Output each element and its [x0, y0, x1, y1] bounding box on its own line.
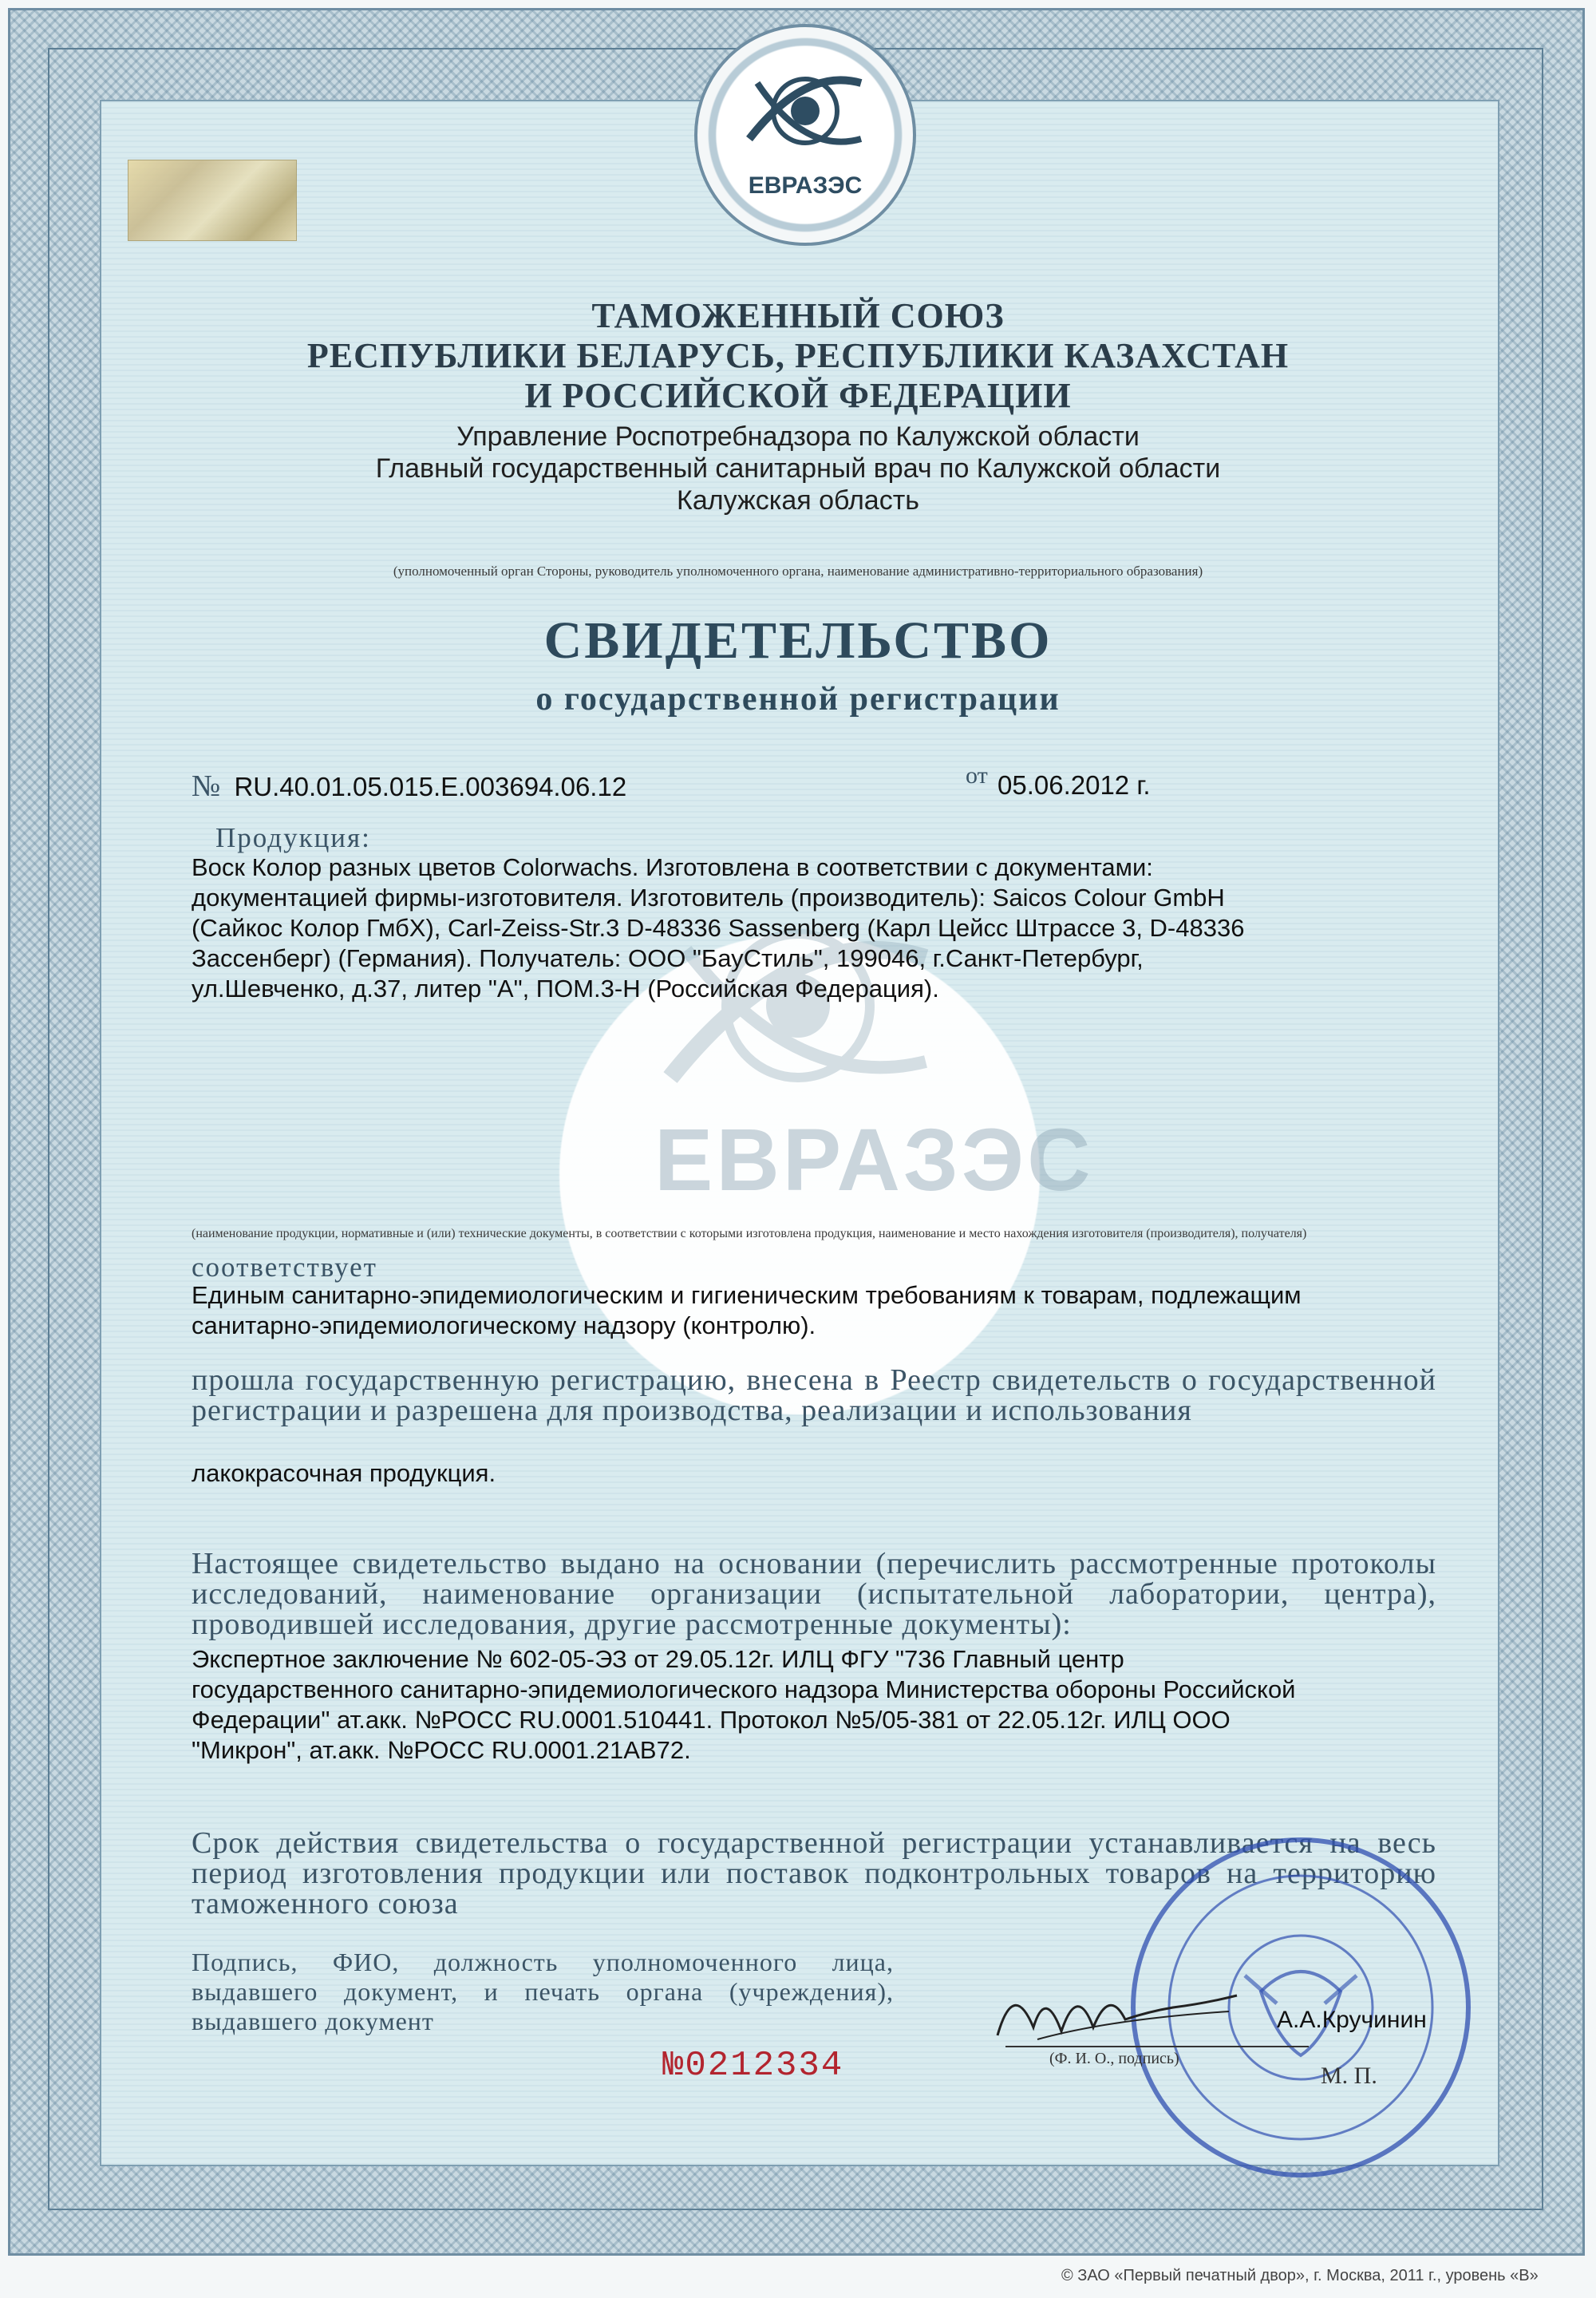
basis-text: Настоящее свидетельство выдано на основании (перечислить рассмотренные протоколы исследований, наименование организации (испытательной лаборатории, центра), проводившей исследования, другие рассмотренные документы): — [192, 1547, 1436, 1641]
product-caption: (наименование продукции, нормативные и (или) технические документы, в соответствии с которыми изготовлена продукция, наименование и место нахождения изготовителя (производителя), получателя) — [192, 1227, 1307, 1240]
signature-line — [1005, 2046, 1309, 2047]
authority-caption: (уполномоченный орган Стороны, руководитель уполномоченного органа, наименование административно-территориального образования) — [393, 564, 1203, 579]
serial-number: №0212334 — [662, 2046, 844, 2086]
basis-line: Экспертное заключение № 602-05-ЭЗ от 29.05.12г. ИЛЦ ФГУ "736 Главный центр — [192, 1645, 1124, 1673]
basis-line: Федерации" ат.акк. №РОСС RU.0001.510441. Протокол №5/05-381 от 22.05.12г. ИЛЦ ООО — [192, 1706, 1231, 1734]
registered-value: лакокрасочная продукция. — [192, 1459, 496, 1487]
basis-line: "Микрон", ат.акк. №РОСС RU.0001.21АВ72. — [192, 1736, 691, 1764]
stamp-place-label: М. П. — [1321, 2063, 1377, 2089]
product-line: Зассенберг) (Германия). Получатель: ООО "БауСтиль", 199046, г.Санкт-Петербург, — [192, 944, 1144, 972]
compliance-text — [192, 1280, 1302, 1341]
signer-name: А.А.Кручинин — [1277, 2007, 1427, 2033]
date-label: от — [966, 762, 988, 789]
document-subtitle: о государственной регистрации — [535, 681, 1061, 718]
header-line-1: ТАМОЖЕННЫЙ СОЮЗ — [591, 296, 1005, 335]
validity-text: Срок действия свидетельства о государственной регистрации устанавливается на весь период изготовления продукции или поставок подконтрольных товаров на территорию таможенного союза — [192, 1826, 1436, 1920]
product-description — [192, 852, 1244, 1004]
registration-number-value: RU.40.01.05.015.Е.003694.06.12 — [234, 772, 627, 801]
printer-footer: © ЗАО «Первый печатный двор», г. Москва, 2011 г., уровень «В» — [1061, 2267, 1539, 2284]
header-line-2: РЕСПУБЛИКИ БЕЛАРУСЬ, РЕСПУБЛИКИ КАЗАХСТАН — [306, 336, 1290, 375]
product-line: (Сайкос Колор ГмбХ), Carl-Zeiss-Str.3 D-48336 Sassenberg (Карл Цейсс Штрассе 3, D-48336 — [192, 914, 1245, 942]
handwritten-signature — [990, 1964, 1245, 2051]
number-sign: № — [192, 769, 221, 803]
basis-line: государственного санитарно-эпидемиологического надзора Министерства обороны Российской — [192, 1675, 1296, 1703]
compliance-line: Единым санитарно-эпидемиологическим и гигиеническим требованиям к товарам, подлежащим — [192, 1281, 1302, 1309]
authority-line-3: Калужская область — [677, 485, 919, 516]
basis-documents — [192, 1644, 1296, 1766]
registration-number — [192, 769, 626, 804]
evrazes-emblem — [694, 24, 916, 246]
authority-line-2: Главный государственный санитарный врач по Калужской области — [375, 453, 1221, 484]
product-label: Продукция: — [215, 822, 371, 853]
registration-date: 05.06.2012 г. — [998, 770, 1151, 800]
compliance-line: санитарно-эпидемиологическому надзору (контролю). — [192, 1311, 816, 1339]
watermark-label: ЕВРАЗЭС — [654, 1111, 1094, 1209]
signature-label: Подпись, ФИО, должность уполномоченного лица, выдавшего документ, и печать органа (учреждения), выдавшего документ — [192, 1948, 894, 2035]
globe-icon — [741, 51, 869, 171]
product-line: Воск Колор разных цветов Colorwachs. Изготовлена в соответствии с документами: — [192, 853, 1153, 881]
document-title: СВИДЕТЕЛЬСТВО — [543, 611, 1053, 670]
product-line: ул.Шевченко, д.37, литер "А", ПОМ.3-Н (Российская Федерация). — [192, 975, 939, 1003]
signature-caption: (Ф. И. О., подпись) — [1049, 2050, 1179, 2067]
compliance-label: соответствует — [192, 1252, 377, 1283]
header-line-3: И РОССИЙСКОЙ ФЕДЕРАЦИИ — [524, 376, 1072, 415]
emblem-label: ЕВРАЗЭС — [748, 172, 863, 199]
product-line: документацией фирмы-изготовителя. Изготовитель (производитель): Saicos Colour GmbH — [192, 884, 1225, 912]
hologram-sticker — [128, 160, 297, 241]
authority-line-1: Управление Роспотребнадзора по Калужской области — [456, 421, 1140, 452]
registered-text: прошла государственную регистрацию, внесена в Реестр свидетельств о государственной регистрации и разрешена для производства, реализации и использования — [192, 1363, 1436, 1427]
